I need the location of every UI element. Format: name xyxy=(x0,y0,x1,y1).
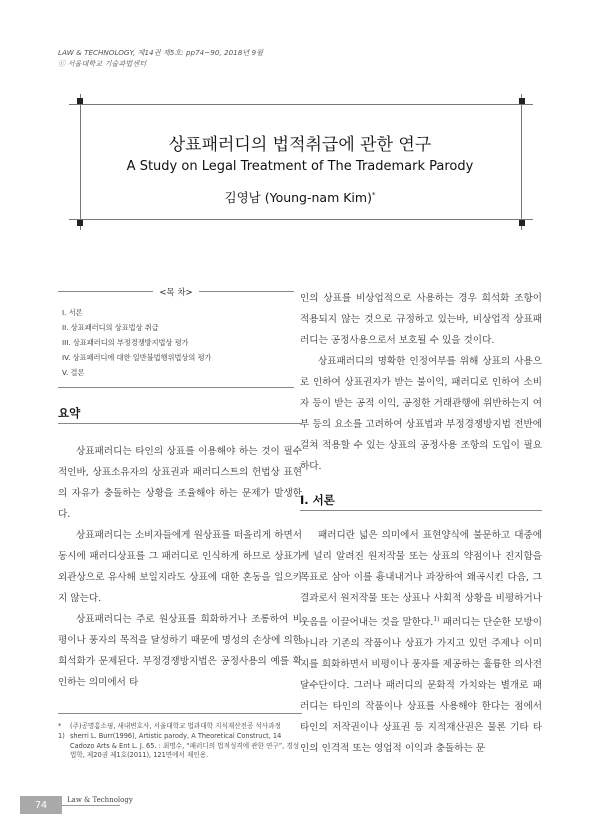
corner-square-icon xyxy=(519,98,525,104)
body-paragraph: 패러디란 넓은 의미에서 표현양식에 불문하고 대중에게 널리 알려진 원저작물 또는 상표의 약점이나 진지함을 목표로 삼아 이를 흉내내거나 과장하여 왜곡시킨 다음, 그 결과로서 원저작물 또는 상표나 사회적 상황을 비평하거나 웃음을 이끌어내는 것을 말한다.$^{1)}$ 패러디는 단순한 모방이 아니라 기존의 작품이나 상표가 가지고 있던 주제나 이미지를 희화하면서 비평이나 풍자를 제공하는 훌륭한 의사전달수단이다. 그러나 패러디의 문화적 가치와는 별개로 패러디는 타인의 작품이나 상표를 사용해야 한다는 점에서 타인의 저작권이나 상표권 등 지적재산권은 물론 기타 타인의 인격적 또는 영업적 이익과 충돌하는 문 xyxy=(300,530,542,755)
toc-item: V. 결론 xyxy=(62,368,85,377)
table-of-contents xyxy=(58,288,294,388)
author-line xyxy=(0,188,600,206)
title-box-top-rule xyxy=(69,104,533,105)
abstract-paragraph: 상표패러디는 소비자들에게 원상표를 떠올리게 하면서 동시에 패러디상표를 그 패러디로 인식하게 하므로 상표가 외관상으로 유사해 보일지라도 상표에 대한 혼동을 일으키지 않는다. xyxy=(58,530,302,604)
right-column-body xyxy=(300,525,542,759)
corner-square-icon xyxy=(77,98,83,104)
journal-citation: LAW & TECHNOLOGY, 제14권 제5호: pp74~90, 2018년 9월 xyxy=(58,48,264,57)
page-number: 74 xyxy=(20,796,62,814)
abstract-paragraph: 인의 상표를 비상업적으로 사용하는 경우 희석화 조항이 적용되지 않는 것으로 규정하고 있는바, 비상업적 상표패러디는 공정사용으로서 보호될 수 있을 것이다. xyxy=(300,293,542,346)
section-rule xyxy=(300,510,542,511)
running-title: Law & Technology xyxy=(67,796,133,804)
korean-title: 상표패러디의 법적취급에 관한 연구 xyxy=(168,135,432,155)
journal-header xyxy=(58,47,263,69)
footnote-item: 1) sherri L. Burr(1996), Artistic parody, A Theoretical Construct, 14 Cadozo Arts & Ent L. J. 65. : 최명수, “패러디의 법적성격에 관한 연구”, 경성법학, 제20권 제1호(2011), 121면에서 재인용. xyxy=(58,731,300,760)
toc-item: IV. 상표패러디에 대한 일반불법행위법상의 평가 xyxy=(62,353,212,362)
footer-rule xyxy=(62,805,120,806)
publisher-line: ⓒ 서울대학교 기술과법센터 xyxy=(58,59,147,68)
abstract-heading: 요약 xyxy=(58,406,81,420)
corner-square-icon xyxy=(77,220,83,226)
toc-item: III. 상표패러디의 부정경쟁방지법상 평가 xyxy=(62,338,189,347)
corner-square-icon xyxy=(519,220,525,226)
footnote-ref: 1) xyxy=(433,616,440,623)
section-heading-introduction: I. 서론 xyxy=(300,493,335,507)
right-column-top xyxy=(300,288,542,477)
footnote-item: * (주)공명흠소핑, 새내변호사, 서울대학교 법과대학 지식재산전공 석사과정 xyxy=(58,722,281,730)
abstract-paragraph: 상표패러디의 명확한 인정여부를 위해 상표의 사용으로 인하여 상표권자가 받는 불이익, 패러디로 인하여 소비자 등이 받는 공적 이익, 공정한 거래관행에 위반하는지 여부 등의 요소를 고려하여 상표법과 부정경쟁방지법 전반에 걸쳐 적용할 수 있는 상표의 공정사용 조항의 도입이 필요하다. xyxy=(300,356,542,472)
footnote-rule xyxy=(58,713,302,714)
toc-heading: <목 차> xyxy=(58,286,294,298)
footnotes xyxy=(58,722,302,761)
abstract-rule xyxy=(58,423,302,424)
author-name: 김영남 (Young-nam Kim) xyxy=(224,190,372,205)
english-title: A Study on Legal Treatment of The Trademark Parody xyxy=(126,159,474,174)
left-column xyxy=(58,441,302,693)
abstract-paragraph: 상표패러디는 주로 원상표를 희화하거나 조롱하여 비평이나 풍자의 목적을 달성하기 때문에 명성의 손상에 의한 희석화가 문제된다. 부정경쟁방지법은 공정사용의 예를 확인하는 의미에서 타 xyxy=(58,614,302,688)
title-box-bottom-rule xyxy=(69,219,533,220)
abstract-paragraph: 상표패러디는 타인의 상표를 이용해야 하는 것이 필수적인바, 상표소유자의 상표권과 패러디스트의 헌법상 표현의 자유가 충돌하는 상황을 조율해야 하는 문제가 발생한다. xyxy=(58,446,302,520)
toc-item: II. 상표패러디의 상표법상 취급 xyxy=(62,323,159,332)
toc-item: I. 서론 xyxy=(62,308,83,317)
author-footnote-mark: * xyxy=(371,190,376,199)
